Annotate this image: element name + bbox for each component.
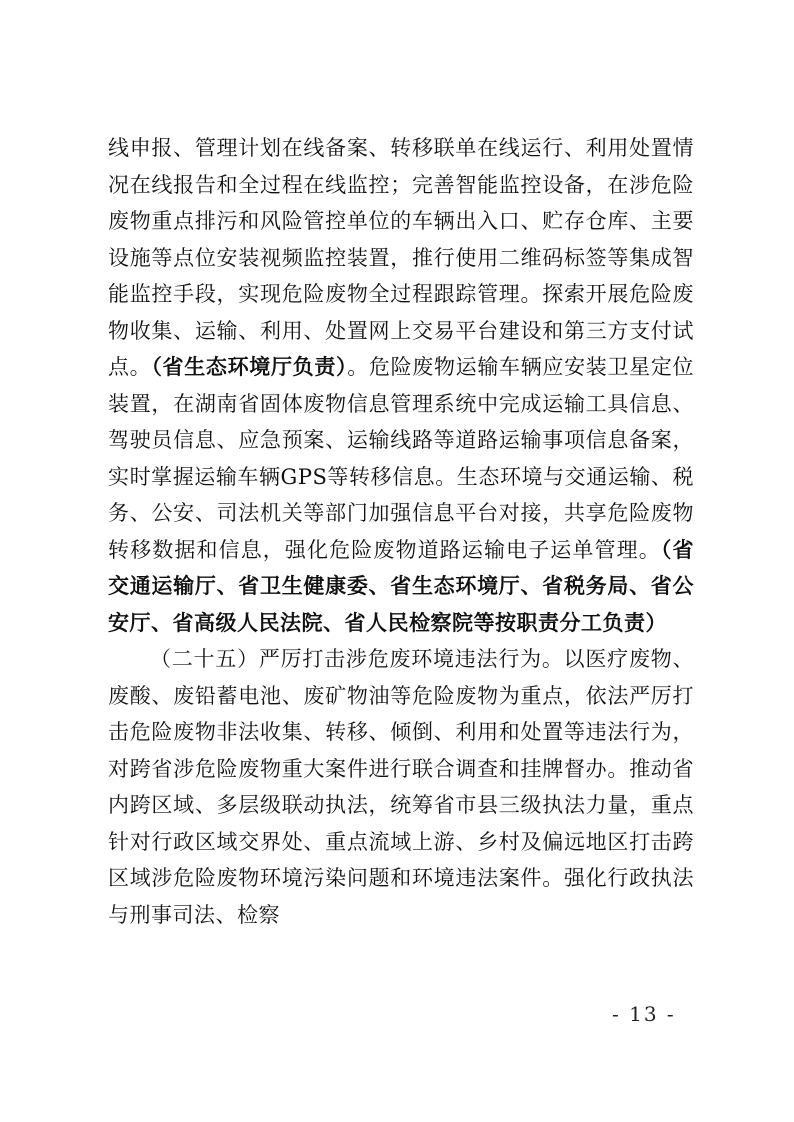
document-body bbox=[108, 130, 694, 933]
responsible-dept-1: （省生态环境厅负责） bbox=[151, 354, 348, 379]
paragraph-2-run-1: （二十五）严厉打击涉危废环境违法行为。以医疗废物、废酸、废铅蓄电池、废矿物油等危险废物为重点，依法严厉打击危险废物非法收集、转移、倾倒、利用和处置等违法行为，对跨省涉危险废物重大案件进行联合调查和挂牌督办。推动省内跨区域、多层级联动执法，统筹省市县三级执法力量，重点针对行政区域交界处、重点流域上游、乡村及偏远地区打击跨区域涉危险废物环境污染问题和环境违法案件。强化行政执法与刑事司法、检察 bbox=[108, 647, 694, 927]
paragraph-1 bbox=[108, 130, 694, 641]
responsible-dept-2: （省交通运输厅、省卫生健康委、省生态环境厅、省税务局、省公安厅、省高级人民法院、省人民检察院等按职责分工负责） bbox=[108, 536, 695, 635]
page-number: - 13 - bbox=[612, 1002, 676, 1026]
paragraph-1-run-1: 线申报、管理计划在线备案、转移联单在线运行、利用处置情况在线报告和全过程在线监控；完善智能监控设备，在涉危险废物重点排污和风险管控单位的车辆出入口、贮存仓库、主要设施等点位安装视频监控装置，推行使用二维码标签等集成智能监控手段，实现危险废物全过程跟踪管理。探索开展危险废物收集、运输、利用、处置网上交易平台建设和第三方支付试点。 bbox=[108, 136, 694, 379]
paragraph-2 bbox=[108, 641, 694, 933]
paragraph-1-run-3: 。危险废物运输车辆应安装卫星定位装置，在湖南省固体废物信息管理系统中完成运输工具信息、驾驶员信息、应急预案、运输线路等道路运输事项信息备案，实时掌握运输车辆GPS等转移信息。生态环境与交通运输、税务、公安、司法机关等部门加强信息平台对接，共享危险废物转移数据和信息，强化危险废物道路运输电子运单管理。 bbox=[108, 355, 695, 562]
